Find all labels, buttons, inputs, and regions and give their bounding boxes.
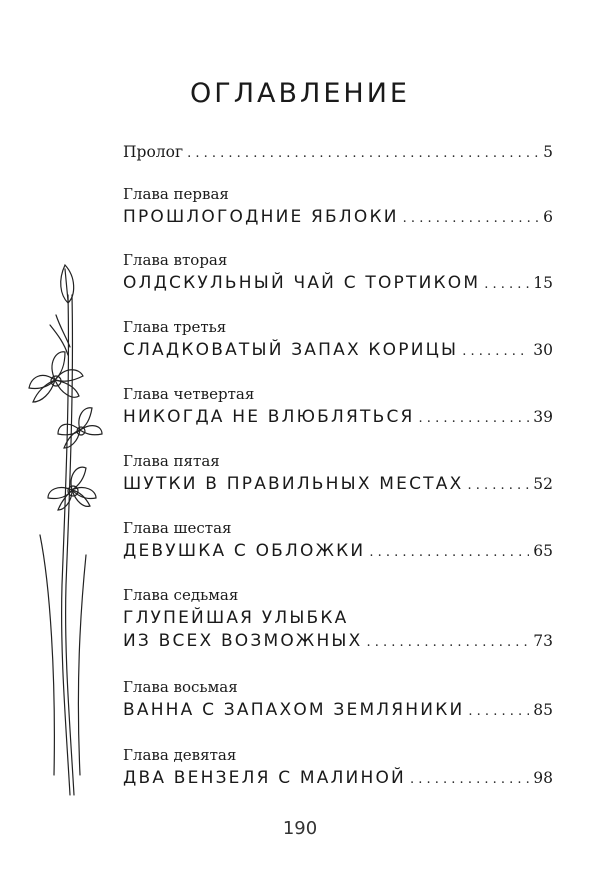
dot-leader (187, 146, 539, 161)
dot-leader (369, 545, 529, 560)
dot-leader (468, 704, 529, 719)
chapter-number: Глава пятая (123, 452, 220, 470)
dot-leader (419, 411, 530, 426)
chapter-number: Глава седьмая (123, 586, 239, 604)
page-number: 6 (543, 208, 553, 226)
chapter-number: Глава третья (123, 318, 227, 336)
toc-entry-chapter-2[interactable] (123, 251, 553, 293)
chapter-title: ДЕВУШКА С ОБЛОЖКИ (123, 541, 366, 561)
page-number: 65 (533, 542, 553, 560)
dot-leader (467, 478, 529, 493)
chapter-title: ПРОШЛОГОДНИЕ ЯБЛОКИ (123, 207, 399, 227)
toc-entry-chapter-9[interactable] (123, 746, 553, 788)
dot-leader (366, 635, 529, 650)
chapter-title: СЛАДКОВАТЫЙ ЗАПАХ КОРИЦЫ (123, 340, 459, 360)
toc-entry-chapter-3[interactable] (123, 318, 553, 360)
toc-entry-chapter-7[interactable] (123, 586, 553, 651)
page-number: 39 (533, 408, 553, 426)
narcissus-flower-illustration (10, 255, 120, 800)
toc-entry-chapter-5[interactable] (123, 452, 553, 494)
toc-entry-prologue[interactable] (123, 143, 553, 161)
page-number: 52 (533, 475, 553, 493)
page-number: 98 (533, 769, 553, 787)
page-number: 30 (533, 341, 553, 359)
chapter-number: Глава четвертая (123, 385, 255, 403)
chapter-number: Глава девятая (123, 746, 237, 764)
toc-entry-chapter-6[interactable] (123, 519, 553, 561)
toc-entry-chapter-4[interactable] (123, 385, 553, 427)
chapter-title: ОЛДСКУЛЬНЫЙ ЧАЙ С ТОРТИКОМ (123, 273, 481, 293)
chapter-title: НИКОГДА НЕ ВЛЮБЛЯТЬСЯ (123, 407, 415, 427)
dot-leader (410, 772, 529, 787)
toc-entry-chapter-1[interactable] (123, 185, 553, 227)
chapter-title: ДВА ВЕНЗЕЛЯ С МАЛИНОЙ (123, 768, 406, 788)
chapter-title: ВАННА С ЗАПАХОМ ЗЕМЛЯНИКИ (123, 700, 465, 720)
dot-leader (484, 277, 529, 292)
chapter-number: Глава восьмая (123, 678, 238, 696)
chapter-number: Глава шестая (123, 519, 232, 537)
dot-leader (462, 344, 529, 359)
dot-leader (403, 211, 539, 226)
toc-entry-chapter-8[interactable] (123, 678, 553, 720)
page-number: 73 (533, 632, 553, 650)
chapter-number: Глава первая (123, 185, 229, 203)
page-folio: 190 (282, 818, 318, 839)
toc-title: ОГЛАВЛЕНИЕ (190, 78, 410, 109)
page-number: 15 (533, 274, 553, 292)
prologue-label: Пролог (123, 143, 184, 161)
page-number: 85 (533, 701, 553, 719)
chapter-number: Глава вторая (123, 251, 228, 269)
chapter-title-line-2: ИЗ ВСЕХ ВОЗМОЖНЫХ (123, 631, 363, 651)
page-number: 5 (543, 143, 553, 161)
chapter-title-line-1: ГЛУПЕЙШАЯ УЛЫБКА (123, 608, 349, 628)
chapter-title: ШУТКИ В ПРАВИЛЬНЫХ МЕСТАХ (123, 474, 464, 494)
